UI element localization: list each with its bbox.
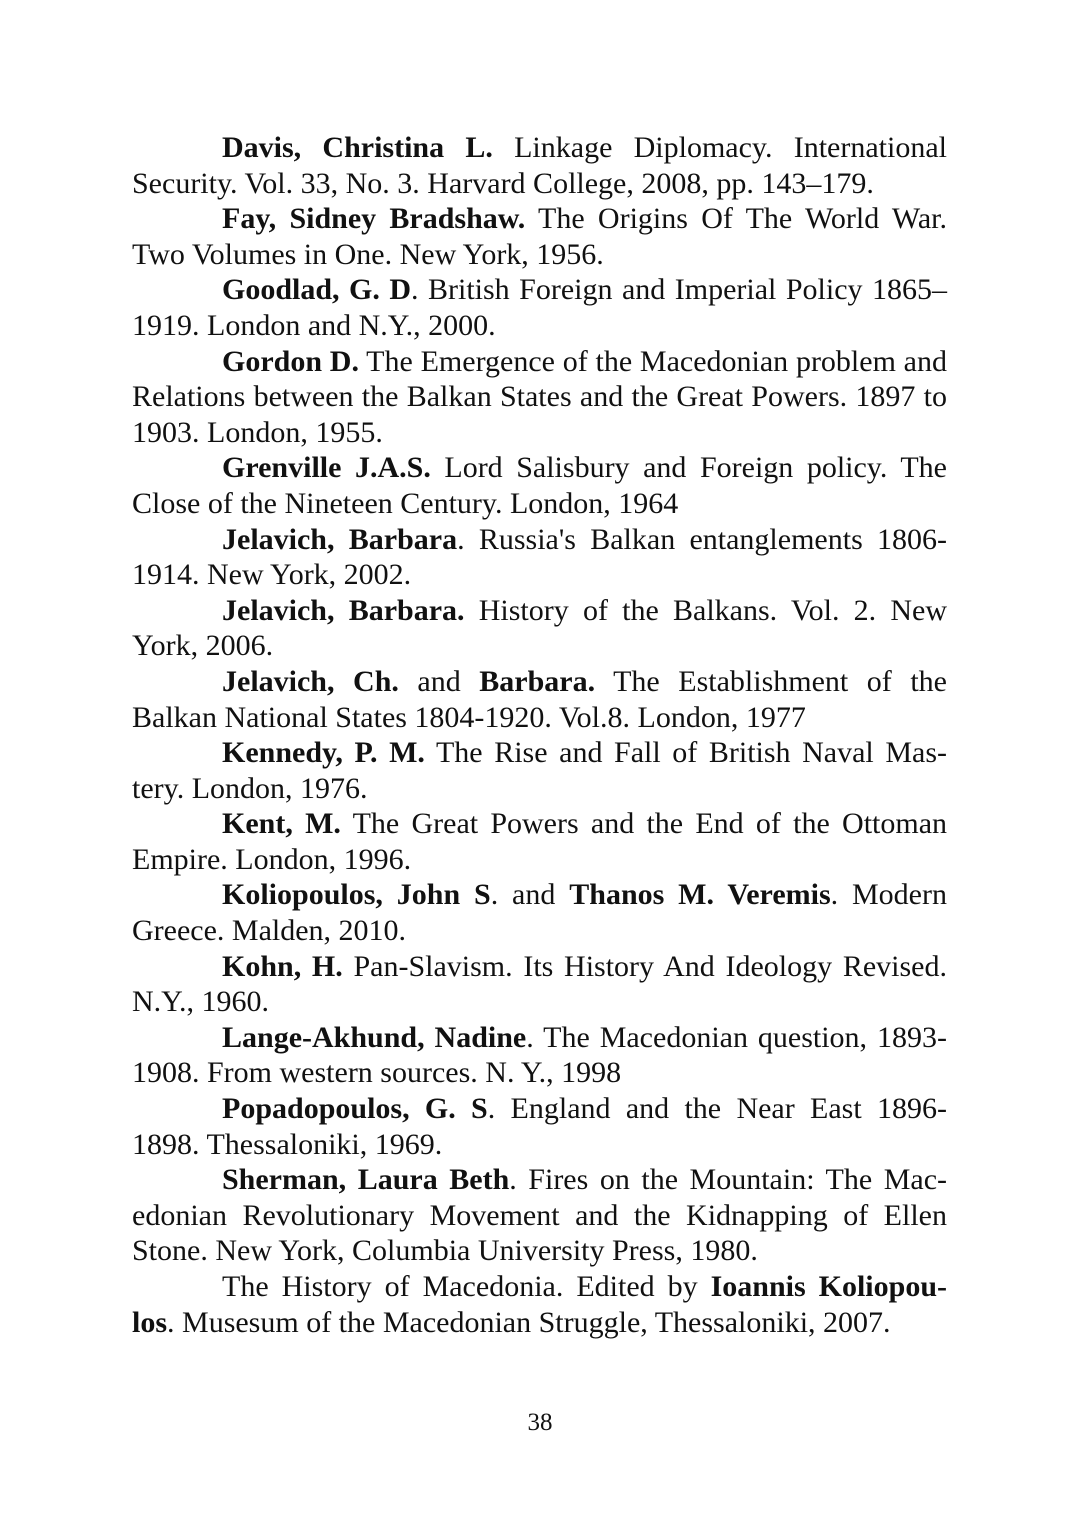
bibliography-entry [132,949,947,1020]
entry-text: Linkage Diplomacy. International Security. Vol. 33, No. 3. Harvard College, 2008, pp. 143–179. [132,131,947,200]
bibliography-entry [132,735,947,806]
entry-author: Davis, Christina L. [222,131,493,164]
entry-text: and [398,664,480,698]
entry-text: The Great Powers and the End of the Ottoman Empire. London, 1996. [132,807,948,876]
bibliography-entry [132,593,947,664]
entry-text: . England and the Near East 1896-1898. Thessaloniki, 1969. [132,1092,948,1161]
entry-text: History of the Balkans. Vol. 2. New York, 2006. [132,593,948,663]
entry-author: Goodlad, G. D [222,273,411,307]
bibliography-entry [132,344,947,451]
bibliography-entry [132,1269,947,1340]
entry-text: . Fires on the Mountain: The Mac-edonian Revolutionary Movement and the Kidnapping of Ellen Stone. New York, Columbia University Press, 1980. [132,1163,948,1268]
entry-author: Thanos M. Veremis [569,878,831,912]
entry-author: Jelavich, Ch. [222,664,399,698]
entry-text: . and [490,878,570,912]
bibliography-entry [132,450,947,521]
entry-author: Gordon D. [222,344,359,378]
entry-author: Sherman, Laura Beth [222,1163,510,1197]
entry-text: . The Macedonian question, 1893-1908. From western sources. N. Y., 1998 [132,1020,947,1090]
entry-author: Koliopoulos, John S [222,878,491,912]
bibliography-entry [132,1091,947,1162]
entry-text: . Musesum of the Macedonian Struggle, Thessaloniki, 2007. [167,1305,891,1339]
entry-text: Lord Salisbury and Foreign policy. The Close of the Nineteen Century. London, 1964 [132,451,947,520]
entry-text: . Russia's Balkan entanglements 1806-1914. New York, 2002. [132,522,948,592]
bibliography-entry [132,877,947,948]
entry-author: Popadopoulos, G. S [222,1092,488,1126]
entry-text: The Emergence of the Macedonian problem and Relations between the Balkan States and the Great Powers. 1897 to 1903. London, 1955. [132,344,947,449]
entry-author: Grenville J.A.S. [222,451,431,485]
entry-text: The Origins Of The World War. Two Volumes in One. New York, 1956. [132,202,947,271]
entry-author: Jelavich, Barbara. [222,593,465,627]
entry-text: The Rise and Fall of British Naval Mas-tery. London, 1976. [132,736,947,805]
page-number: 38 [527,1409,553,1436]
bibliography-entry [132,522,947,593]
bibliography-entry [132,664,947,735]
entry-author: Fay, Sidney Bradshaw. [222,202,526,236]
entry-author: Kohn, H. [222,949,343,983]
entry-author: Kent, M. [222,807,341,841]
entry-author: Kennedy, P. M. [222,736,425,770]
bibliography-entry [132,201,947,272]
bibliography-entry [132,1020,947,1091]
bibliography-entry [132,806,947,877]
entry-author: Barbara. [479,664,596,698]
entry-author: Jelavich, Barbara [222,522,458,556]
entry-text: Pan-Slavism. Its History And Ideology Revised. N.Y., 1960. [132,949,947,1019]
entry-author: Ioannis Koliopou-los [132,1270,947,1339]
bibliography-list [132,130,947,1340]
entry-text: The Establishment of the Balkan National States 1804-1920. Vol.8. London, 1977 [132,664,947,734]
bibliography-entry [132,272,947,343]
entry-author: Lange-Akhund, Nadine [222,1020,527,1054]
entry-text: . British Foreign and Imperial Policy 1865–1919. London and N.Y., 2000. [132,273,947,342]
entry-text: The History of Macedonia. Edited by [222,1270,711,1303]
bibliography-entry [132,1162,947,1269]
bibliography-entry [132,130,947,201]
entry-text: . Modern Greece. Malden, 2010. [132,878,947,948]
